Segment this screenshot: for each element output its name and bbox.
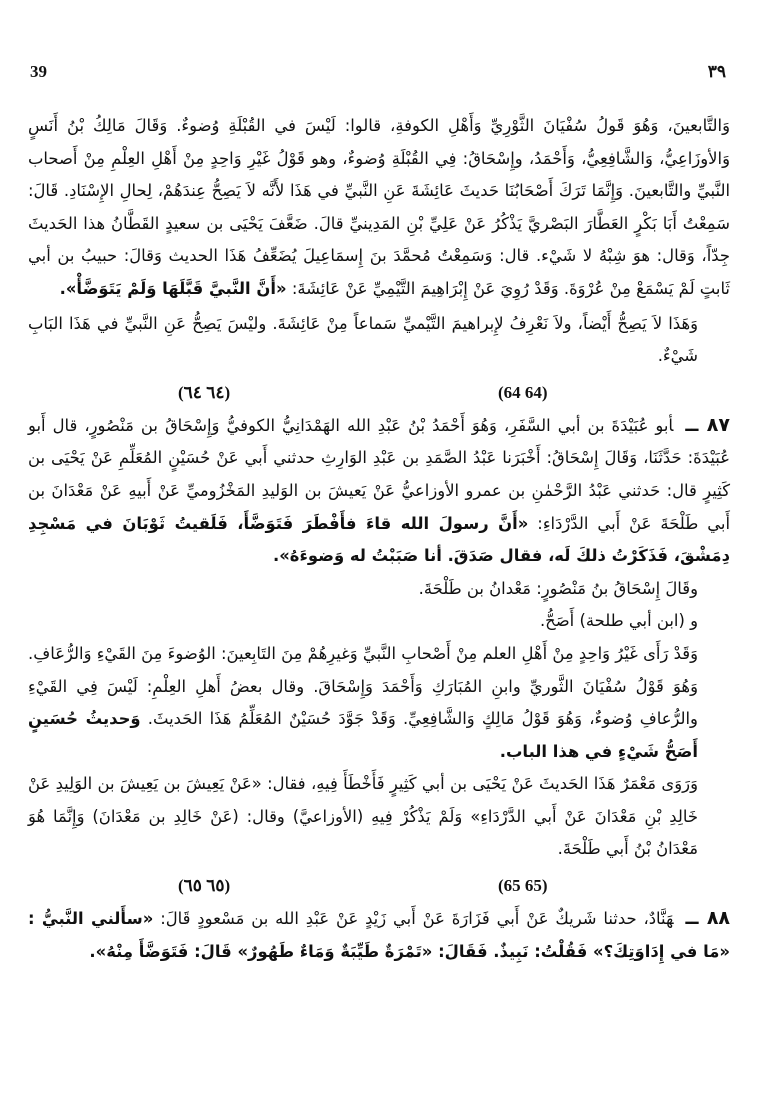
page-number-latin: 39 [30, 62, 47, 81]
ref-latin-1: (64 64) [498, 382, 548, 402]
paragraph-3-bold: وَحديثُ حُسَينٍ أَصَحُّ شَيْءٍ في هذا الباب. [28, 709, 698, 761]
hadith-88-matn: «سأَلني النَّبيُّ : «مَا في إِدَاوَتِكَ؟» فَقُلْتُ: نَبِيذٌ. فَقَالَ: «تَمْرَةٌ طَيِّبَةٌ وَمَاءٌ طَهُورٌ» قَالَ: فَتَوَضَّأَ مِنْهُ». [28, 909, 730, 961]
ref-arabic-2: (٦٥ ٦٥) [178, 876, 231, 896]
paragraph-2: وَهَذَا لاَ يَصِحُّ أَيْضاً، ولاَ نَعْرِفُ لإِبراهيمَ التَّيْميِّ سَماعاً مِنْ عَائِشَةَ. وليْسَ يَصِحُّ عَنِ النَّبيِّ في هَذَا البَابِ شَيْءٌ. [28, 313, 698, 366]
page-body [28, 110, 730, 968]
paragraph-1 [28, 110, 730, 306]
hadith-88-isnad: هَنَّادٌ، حدثنا شَريكٌ عَنْ أَبي فَزَارَةَ عَنْ أَبي زَيْدٍ عَنْ عَبْدِ الله بن مَسْعودٍ قَالَ: [160, 909, 674, 929]
paragraph-3 [28, 638, 730, 768]
hadith-88 [28, 902, 730, 968]
reference-row-2 [28, 866, 730, 902]
hadith-87-matn: «أَنَّ رسولَ الله قاءَ فأَفْطَرَ فَتَوَضَّأَ، فَلَقيتُ ثَوْبَانَ في مَسْجِدِ دِمَشْقَ، فَذَكَرْتُ ذلكَ لَه، فقال صَدَقَ. أنا صَبَبْتُ له وَضوءَهُ». [28, 513, 730, 566]
ref-latin-2: (65 65) [498, 876, 548, 896]
hadith-87-number: ٨٧ ــ [685, 413, 730, 436]
paragraph-1-quote: «أَنَّ النَّبيَّ قَبَّلَهَا وَلَمْ يَتَوَضَّأْ». [59, 278, 287, 298]
line-ishaq: وقَالَ إِسْحَاقُ بنُ مَنْصُورٍ: مَعْدانُ بن طَلْحَةَ. [418, 578, 698, 598]
line-abi-talha: و (ابن أبي طلحة) أَصَحُّ. [539, 611, 698, 631]
hadith-88-number: ٨٨ ــ [685, 907, 731, 930]
hadith-87-isnad: أبو عُبَيْدَةَ بن أبي السَّفَرِ، وَهُوَ أَحْمَدُ بْنُ عَبْدِ الله الهَمْدَانِيُّ الكوفيُّ وَإِسْحَاقُ بن مَنْصُورٍ، قال أَبو عُبَيْدَةَ: حَدَّثَنَا، وَقَالَ إِسْحَاقُ: أَخْبَرَنا عَبْدُ الصَّمَدِ بن عَبْدِ الوَارِثِ حدثني أَبي عَنْ حُسَيْنٍ المُعَلِّمِ عَنْ يَحْيَى بن كَثِيرٍ قال: حَدثني عَبْدُ الرَّحْمٰنِ بن عمرو الأوزاعيُّ عَنْ يَعيشَ بن الوَليدِ المَخْزُوميِّ عَنْ أَبيهِ عَنْ مَعْدَانَ بن أَبي طَلْحَةَ عَنْ أَبي الدَّرْدَاءِ: [28, 415, 731, 533]
reference-row-1 [28, 373, 730, 409]
hadith-87 [28, 409, 730, 573]
paragraph-3-text: وَقَدْ رَأَى غَيْرُ وَاحِدٍ مِنْ أَهْلِ العلم مِنْ أَصْحابِ النَّبيِّ وَغيرِهُمْ مِنَ التَابِعينَ: الوُضوءَ مِنَ القَيْءِ وَالرُّعَافِ. وَهُوَ قَوْلُ سُفْيَانَ الثَّوريِّ وابنِ المُبَارَكِ وَأَحْمَدَ وَإِسْحَاقَ. وقال بعضُ أَهلِ العِلْمِ: لَيْسَ فِي القَيْءِ والرُّعافِ وُضوءٌ، وَهُوَ قَوْلُ مَالِكٍ وَالشَّافِعِيِّ. وَقَدْ جَوَّدَ حُسَيْنٌ المُعَلِّمُ هَذَا الحَديثَ. [28, 643, 698, 729]
paragraph-4: وَرَوَى مَعْمَرٌ هَذَا الحَديثَ عَنْ يَحْيَى بن أبي كَثِيرٍ فَأَخْطَأَ فِيهِ، فقال: «عَنْ يَعِيشَ بن يَعِيشَ بن الوَلِيدِ عَنْ خَالِدِ بْنِ مَعْدَانَ عَنْ أَبي الدَّرْدَاءِ» وَلَمْ يَذْكُرْ فِيهِ (الأوزاعيَّ) وقال: (عَنْ خَالِدِ بن مَعْدَانَ) وَإِنَّمَا هُوَ مَعْدَانُ بْنُ أَبي طَلْحَةَ. [28, 774, 698, 859]
paragraph-1-text: وَالتَّابعينَ، وَهُوَ قَولُ سُفْيَانَ الثَّوْرِيِّ وَأَهْلِ الكوفةِ، قالوا: لَيْسَ في القُبْلَةِ وُضوءٌ. وَقَالَ مَالِكُ بْنُ أَنَسٍ وَالأوزَاعِيُّ، وَالشَّافِعِيُّ، وَأَحْمَدُ، وإِسْحَاقُ: فِي القُبْلَةِ وُضوءٌ، وهو قَوْلُ غَيْرِ وَاحِدٍ مِنْ أَهْلِ العِلْمِ مِنْ أَصحاب النَّبيِّ والتَّابعينَ. وَإِنَّمَا تَرَكَ أَصْحَابُنَا حَديثَ عَائِشَةَ عَنِ النَّبيِّ في هَذَا لأَنَّه لاَ يَصِحُّ عِندَهُمْ، لِحالِ الإِسْنَادِ. قَالَ: سَمِعْتُ أَبَا بَكْرٍ العَطَّارَ البَصْريَّ يَذْكُرُ عَنْ عَلِيِّ بْنِ المَدِينيِّ قالَ. ضَعَّفَ يَحْيَى بن سعيدٍ القَطَّانُ هذا الحَديثَ جِدّاً، وَقال: هوَ شِبْهُ لا شَيْء. قال: وَسَمِعْتُ مُحمَّدَ بنَ إِسمَاعِيلَ يُضَعِّفُ هَذَا الحديث وَقالَ: حبيبُ بن أبي ثَابتٍ لَمْ يَسْمَعْ مِنْ عُرْوَةَ. وَقَدْ رُوِيَ عَنْ إِبْرَاهِيمَ التَّيْمِيِّ عَنْ عَائِشَةَ: [28, 116, 730, 298]
page-number-arabic: ٣٩ [707, 62, 726, 81]
ref-arabic-1: (٦٤ ٦٤) [178, 382, 231, 402]
